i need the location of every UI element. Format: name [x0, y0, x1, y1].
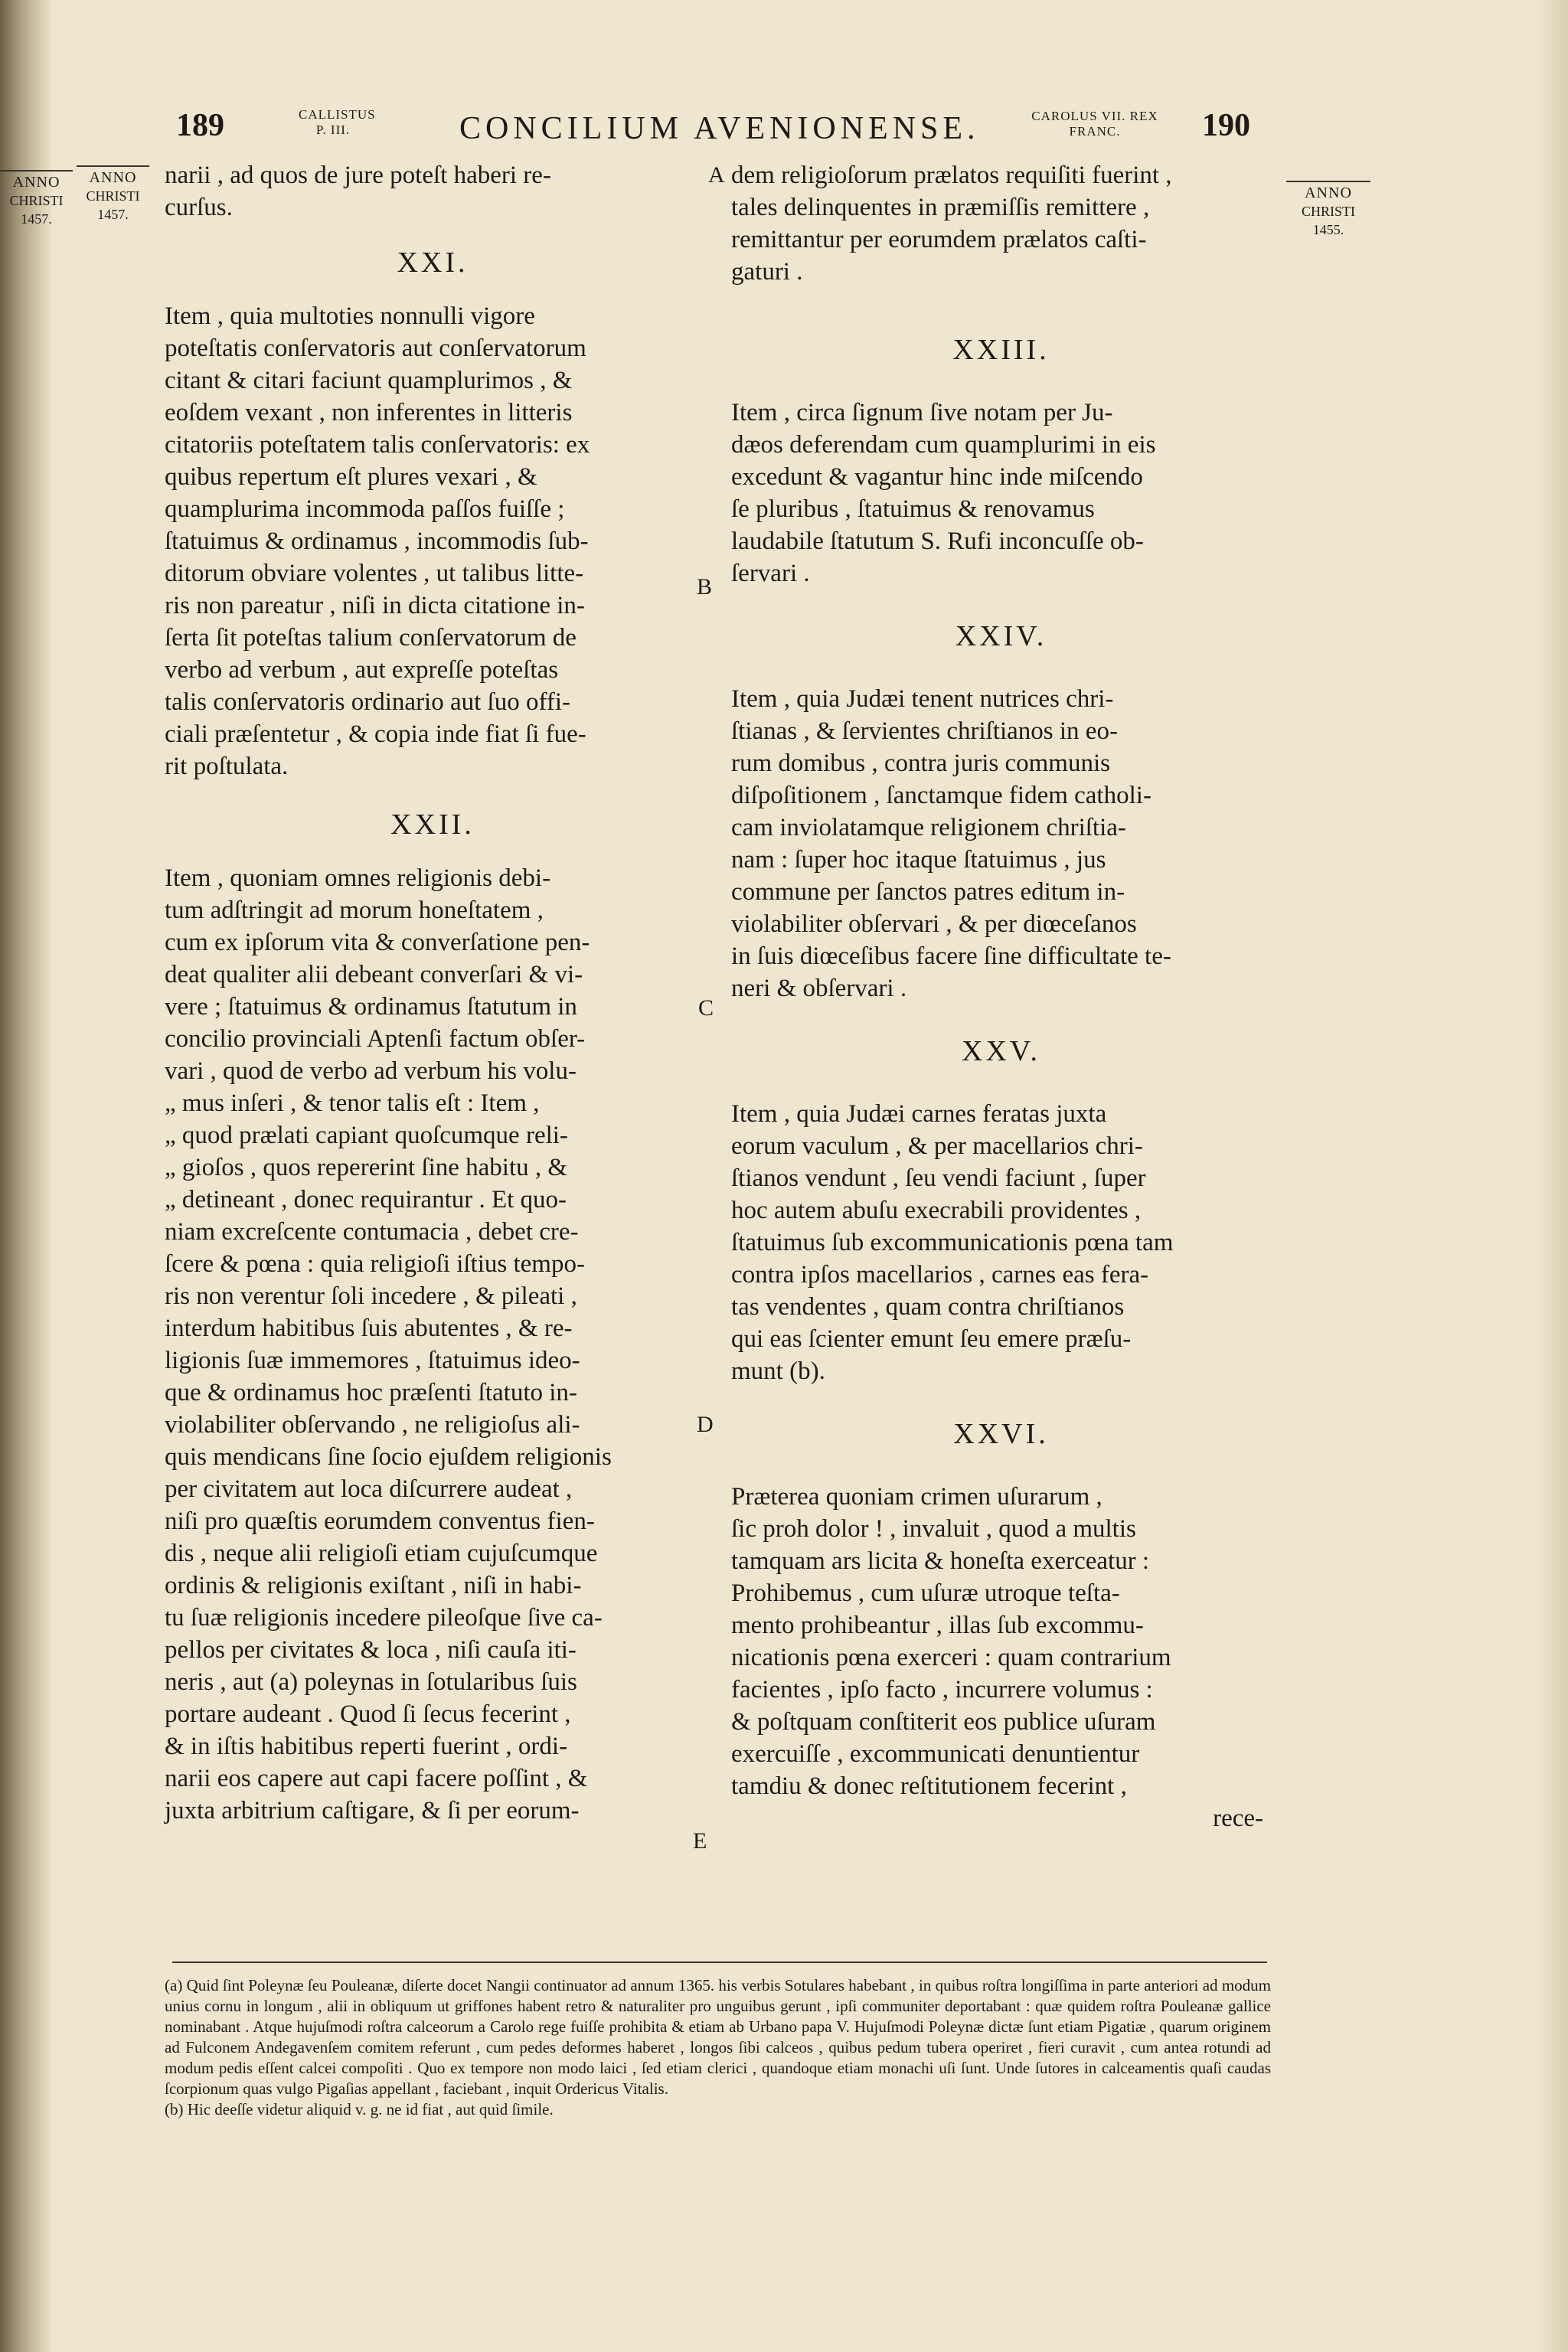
rintro-line: dem religioſorum prælatos requiſiti fuerint ,: [731, 162, 1172, 189]
s21-line: ditorum obviare volentes , ut talibus litte-: [165, 560, 584, 587]
s22-line: „ detineant , donec requirantur . Et quo-: [165, 1186, 567, 1214]
s23-line: ſervari .: [731, 560, 810, 587]
s21-line: citant & citari faciunt quamplurimos , &: [165, 367, 573, 394]
footnote-a: (a) Quid ſint Poleynæ ſeu Pouleanæ, diſerte docet Nangii continuator ad annum 1365. his verbis Sotulares habebant , in quibus roſtra longiſſima in parte anteriori ad modum unius cornu in longum , alii in obliquum ut griffones habent retro & naturaliter pro unguibus gerunt , ipſi communiter deportabant : quæ quidem roſtra Pouleanæ gallice nominabant . Atque hujuſmodi roſtra calceorum a Carolo rege fuiſſe prohibita & etiam ab Urbano papa V. Hujuſmodi Poleynæ dictæ ſunt etiam Pigatiæ , quarum originem ad Fulconem Andegavenſem comitem referunt , cum pedes deformes haberet , longos ſibi calceos , quibus pedum tubera operiret , fieri curavit , cum antea rotundi ad modum pedis eſſent calcei compoſiti . Quo ex tempore non modo laici , ſed etiam clerici , quandoque etiam monachi uſi ſunt. Unde ſutores in calceamentis quaſi caudas ſcorpionum quas vulgo Pigaſias appellant , faciebant , inquit Ordericus Vitalis.: [165, 1976, 1271, 2098]
right-intro: [731, 159, 1271, 288]
s24-line: neri & obſervari .: [731, 975, 907, 1002]
s21-line: quibus repertum eſt plures vexari , &: [165, 463, 537, 491]
s25-line: hoc autem abuſu execrabili providentes ,: [731, 1197, 1142, 1224]
s23-line: Item , circa ſignum ſive notam per Ju-: [731, 399, 1113, 426]
s24-line: violabiliter obſervari , & per diœceſanos: [731, 910, 1137, 938]
running-head-pope: CALLISTUS P. III.: [299, 107, 376, 137]
s24-line: in ſuis diœceſibus facere ſine difficultate te-: [731, 942, 1171, 970]
section-heading-xxiii: XXIII.: [952, 334, 1050, 366]
s26-line: Præterea quoniam crimen uſurarum ,: [731, 1483, 1102, 1511]
section-text-xxiv: [731, 683, 1271, 1004]
page-edge-shadow: [1537, 0, 1568, 2352]
s22-line: Item , quoniam omnes religionis debi-: [165, 864, 551, 892]
s25-line: qui eas ſcienter emunt ſeu emere præſu-: [731, 1325, 1132, 1353]
section-letter-b: B: [697, 574, 713, 599]
s25-line: ſtianos vendunt , ſeu vendi faciunt , ſuper: [731, 1165, 1146, 1192]
s22-line: juxta arbitrium caſtigare, & ſi per eorum-: [165, 1797, 580, 1824]
s26-line: exercuiſſe , excommunicati denuntientur: [731, 1740, 1140, 1768]
margin-year-right: ANNO CHRISTI 1455.: [1286, 181, 1370, 239]
s24-line: rum domibus , contra juris communis: [731, 750, 1110, 777]
s22-line: vari , quod de verbo ad verbum his volu-: [165, 1057, 577, 1085]
s24-line: commune per ſanctos patres editum in-: [731, 878, 1125, 906]
margin-year-outer: ANNO CHRISTI 1457.: [0, 170, 73, 228]
footnote-rule: [172, 1962, 1267, 1963]
s22-line: violabiliter obſervando , ne religioſus ali-: [165, 1411, 580, 1439]
section-letter-a: A: [708, 162, 725, 188]
s23-line: ſe pluribus , ſtatuimus & renovamus: [731, 495, 1095, 523]
s23-line: laudabile ſtatutum S. Rufi inconcuſſe ob-: [731, 528, 1144, 555]
s22-line: quis mendicans ſine ſocio ejuſdem religionis: [165, 1443, 612, 1471]
s22-line: tu ſuæ religionis incedere pileoſque ſive ca-: [165, 1604, 603, 1632]
s24-line: ſtianas , & ſervientes chriſtianos in eo-: [731, 717, 1118, 745]
s25-line: contra ipſos macellarios , carnes eas fera-: [731, 1261, 1149, 1289]
left-column: [165, 159, 701, 1827]
s25-line: eorum vaculum , & per macellarios chri-: [731, 1132, 1143, 1160]
right-column: [731, 159, 1271, 1834]
section-text-xxiii: [731, 397, 1271, 590]
rintro-line: gaturi .: [731, 258, 803, 286]
s26-line: ſic proh dolor ! , invaluit , quod a multis: [731, 1515, 1136, 1543]
s21-line: eoſdem vexant , non inferentes in litteris: [165, 399, 573, 426]
section-text-xxii: [165, 862, 701, 1827]
s23-line: excedunt & vagantur hinc inde miſcendo: [731, 463, 1143, 491]
s21-line: rit poſtulata.: [165, 753, 289, 780]
section-text-xxi: [165, 300, 701, 782]
s22-line: cum ex ipſorum vita & converſatione pen-: [165, 929, 590, 956]
s21-line: ciali præſentetur , & copia inde fiat ſi fue-: [165, 720, 586, 748]
margin-year-inner: ANNO CHRISTI 1457.: [77, 165, 149, 224]
s22-line: neris , aut (a) poleynas in ſotularibus ſuis: [165, 1668, 577, 1696]
s22-line: narii eos capere aut capi facere poſſint , &: [165, 1765, 588, 1792]
s22-line: dis , neque alii religioſi etiam cujuſcumque: [165, 1540, 598, 1567]
section-text-xxv: [731, 1098, 1271, 1387]
left-page-number: 189: [176, 108, 224, 143]
s22-line: ris non verentur ſoli incedere , & pileati ,: [165, 1282, 577, 1310]
s23-line: dæos deferendam cum quamplurimi in eis: [731, 431, 1156, 459]
s22-line: deat qualiter alii debeant converſari & vi-: [165, 961, 583, 988]
s24-line: nam : ſuper hoc itaque ſtatuimus , jus: [731, 846, 1106, 874]
s22-line: que & ordinamus hoc præſenti ſtatuto in-: [165, 1379, 577, 1406]
section-letter-e: E: [693, 1828, 707, 1854]
section-letter-d: D: [697, 1412, 714, 1437]
s26-line: facientes , ipſo facto , incurrere volumus :: [731, 1676, 1153, 1704]
s21-line: ſtatuimus & ordinamus , incommodis ſub-: [165, 528, 589, 555]
s26-line: Prohibemus , cum uſuræ utroque teſta-: [731, 1579, 1120, 1607]
s26-line: nicationis pœna exerceri : quam contrarium: [731, 1644, 1171, 1671]
s21-line: poteſtatis conſervatoris aut conſervatorum: [165, 335, 586, 362]
s26-line: tamquam ars licita & honeſta exerceatur :: [731, 1547, 1150, 1575]
s21-line: ſerta ſit poteſtas talium conſervatorum de: [165, 624, 577, 652]
s22-line: ordinis & religionis exiſtant , niſi in habi-: [165, 1572, 582, 1599]
s22-line: „ mus inſeri , & tenor talis eſt : Item ,: [165, 1089, 540, 1117]
s25-line: tas vendentes , quam contra chriſtianos: [731, 1293, 1125, 1321]
s22-line: vere ; ſtatuimus & ordinamus ſtatutum in: [165, 993, 577, 1021]
footnote-b: (b) Hic deeſſe videtur aliquid v. g. ne id fiat , aut quid ſimile.: [165, 2100, 554, 2118]
s21-line: talis conſervatoris ordinario aut ſuo offi-: [165, 688, 570, 716]
s22-line: pellos per civitates & loca , niſi cauſa iti-: [165, 1636, 577, 1664]
s24-line: diſpoſitionem , ſanctamque fidem catholi-: [731, 782, 1152, 809]
rintro-line: remittantur per eorumdem prælatos caſti-: [731, 226, 1147, 253]
s22-line: „ quod prælati capiant quoſcumque reli-: [165, 1122, 568, 1149]
s22-line: concilio provinciali Aptenſi factum obſer-: [165, 1025, 586, 1053]
s22-line: per civitatem aut loca diſcurrere audeat ,: [165, 1475, 573, 1503]
section-letter-c: C: [698, 995, 714, 1021]
s21-line: verbo ad verbum , aut expreſſe poteſtas: [165, 656, 559, 684]
s25-line: ſtatuimus ſub excommunicationis pœna tam: [731, 1229, 1174, 1256]
s22-line: niſi pro quæſtis eorumdem conventus fien-: [165, 1508, 595, 1535]
section-heading-xxvi: XXVI.: [953, 1418, 1049, 1450]
left-intro: narii , ad quos de jure poteſt haberi re- curſus.: [165, 162, 551, 221]
section-heading-xxi: XXI.: [397, 247, 469, 279]
running-title: CONCILIUM AVENIONENSE.: [459, 111, 980, 146]
s25-line: Item , quia Judæi carnes feratas juxta: [731, 1100, 1107, 1128]
s22-line: portare audeant . Quod ſi ſecus fecerint ,: [165, 1700, 571, 1728]
s26-line: & poſtquam conſtiterit eos publice uſuram: [731, 1708, 1156, 1736]
section-heading-xxii: XXII.: [390, 808, 475, 841]
s24-line: cam inviolatamque religionem chriſtia-: [731, 814, 1126, 841]
s22-line: interdum habitibus ſuis abutentes , & re-: [165, 1315, 573, 1342]
s22-line: & in iſtis habitibus reperti fuerint , ordi-: [165, 1733, 568, 1760]
s21-line: Item , quia multoties nonnulli vigore: [165, 302, 535, 330]
section-heading-xxv: XXV.: [962, 1035, 1040, 1067]
s22-line: ligionis ſuæ immemores , ſtatuimus ideo-: [165, 1347, 580, 1374]
s22-line: ſcere & pœna : quia religioſi iſtius tempo-: [165, 1250, 585, 1278]
s22-line: niam excreſcente contumacia , debet cre-: [165, 1218, 579, 1246]
right-page-number: 190: [1202, 108, 1250, 143]
s22-line: tum adſtringit ad morum honeſtatem ,: [165, 897, 544, 924]
section-heading-xxiv: XXIV.: [955, 620, 1047, 652]
s21-line: ris non pareatur , niſi in dicta citatione in-: [165, 592, 585, 619]
s24-line: Item , quia Judæi tenent nutrices chri-: [731, 685, 1114, 713]
rintro-line: tales delinquentes in præmiſſis remittere ,: [731, 194, 1150, 221]
section-text-xxvi: [731, 1481, 1271, 1802]
running-head-king: CAROLUS VII. REX FRANC.: [1031, 109, 1158, 139]
footnotes: [165, 1975, 1271, 2120]
s21-line: quamplurima incommoda paſſos fuiſſe ;: [165, 495, 565, 523]
s26-line: tamdiu & donec reſtitutionem fecerint ,: [731, 1772, 1127, 1800]
s26-line: mento prohibeantur , illas ſub excommu-: [731, 1612, 1144, 1639]
s25-line: munt (b).: [731, 1357, 825, 1385]
book-spine-shadow: [0, 0, 54, 2352]
s22-line: „ gioſos , quos repererint ſine habitu , &: [165, 1154, 568, 1181]
catchword: rece-: [1213, 1805, 1263, 1832]
s21-line: citatoriis poteſtatem talis conſervatoris: ex: [165, 431, 590, 459]
